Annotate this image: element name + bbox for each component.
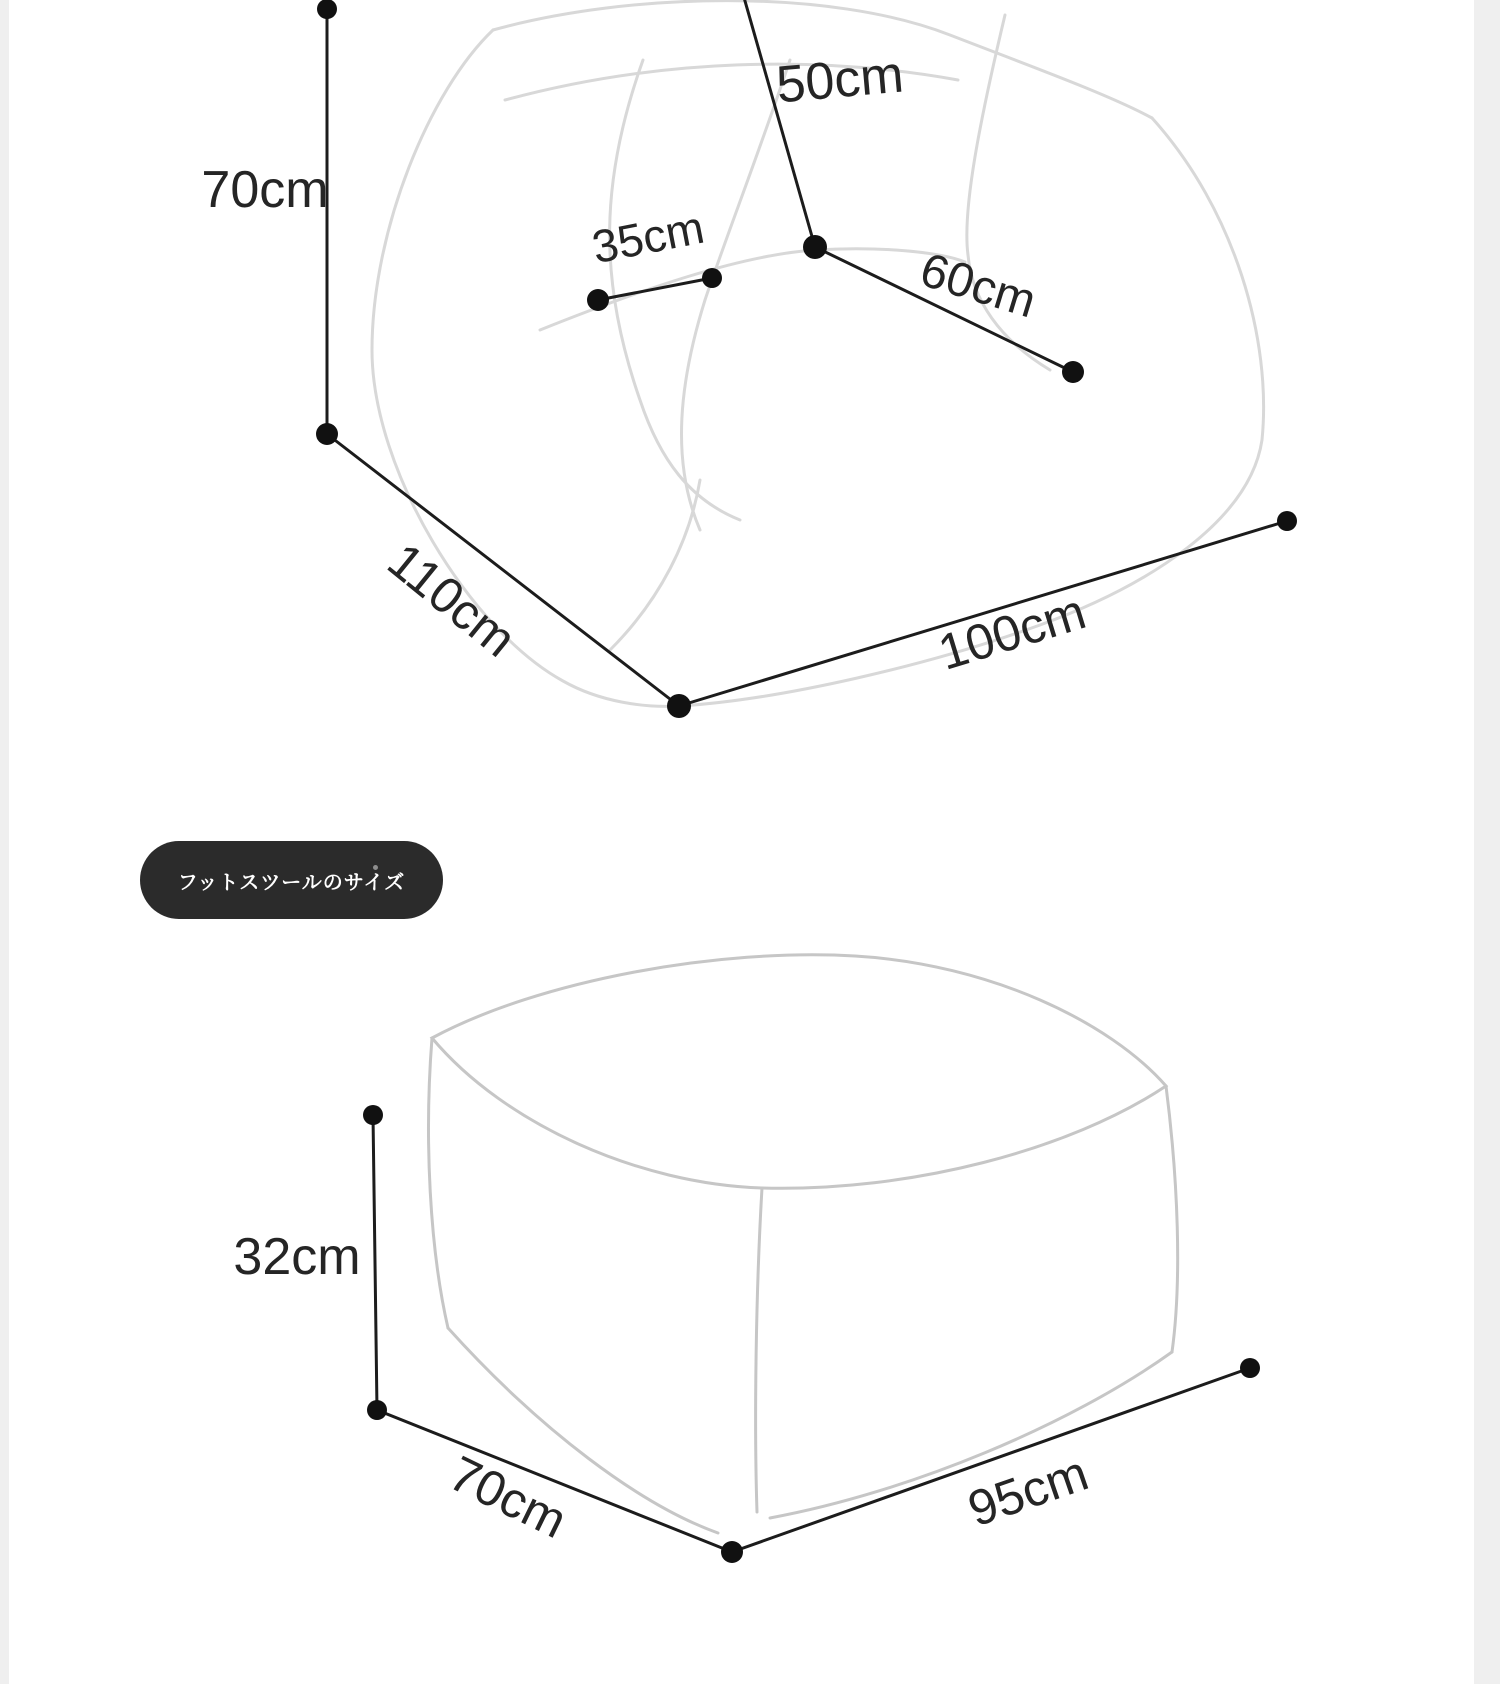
badge-speck	[373, 865, 378, 870]
sofa-depth-label: 110cm	[377, 532, 527, 668]
sofa-seat-width-label: 35cm	[587, 200, 709, 274]
sofa-front-crease	[610, 480, 700, 650]
footstool-top-face	[432, 955, 1166, 1188]
sofa-seat-width-line	[598, 278, 712, 300]
footstool-width-label: 95cm	[961, 1444, 1095, 1538]
sofa-width-label: 100cm	[932, 583, 1092, 681]
sofa-seat-depth-label: 60cm	[914, 243, 1042, 329]
sofa-labels	[201, 46, 1092, 681]
footstool-sketch	[429, 955, 1178, 1533]
sofa-inner-center-seam	[681, 60, 790, 530]
dimension-dot	[667, 694, 691, 718]
dimension-dot	[1062, 361, 1084, 383]
dimension-dot	[317, 0, 337, 19]
dimension-dot	[702, 268, 722, 288]
dimension-dot	[721, 1541, 743, 1563]
footstool-right-edge	[1166, 1086, 1178, 1352]
sofa-inner-back-left	[610, 60, 740, 520]
footstool-size-badge	[140, 841, 443, 919]
sofa-backrest-label: 50cm	[774, 45, 906, 115]
sofa-height-label: 70cm	[201, 161, 329, 219]
footstool-labels	[233, 1228, 1094, 1549]
dimension-dot	[367, 1400, 387, 1420]
dimension-dot	[1277, 511, 1297, 531]
footstool-size-badge-label: フットスツールのサイズ	[177, 871, 406, 894]
dimension-dot	[803, 235, 827, 259]
sofa-depth-line	[327, 434, 679, 706]
sofa-backrest-line	[743, 0, 815, 247]
dimension-dot	[316, 423, 338, 445]
footstool-height-label: 32cm	[233, 1228, 361, 1286]
footstool-center-seam	[756, 1188, 762, 1512]
dimension-dot	[363, 1105, 383, 1125]
footstool-height-line	[373, 1115, 377, 1410]
dimension-dot	[1240, 1358, 1260, 1378]
footstool-left-edge	[429, 1038, 448, 1328]
footstool-depth-label: 70cm	[440, 1445, 576, 1549]
dimension-dot	[587, 289, 609, 311]
